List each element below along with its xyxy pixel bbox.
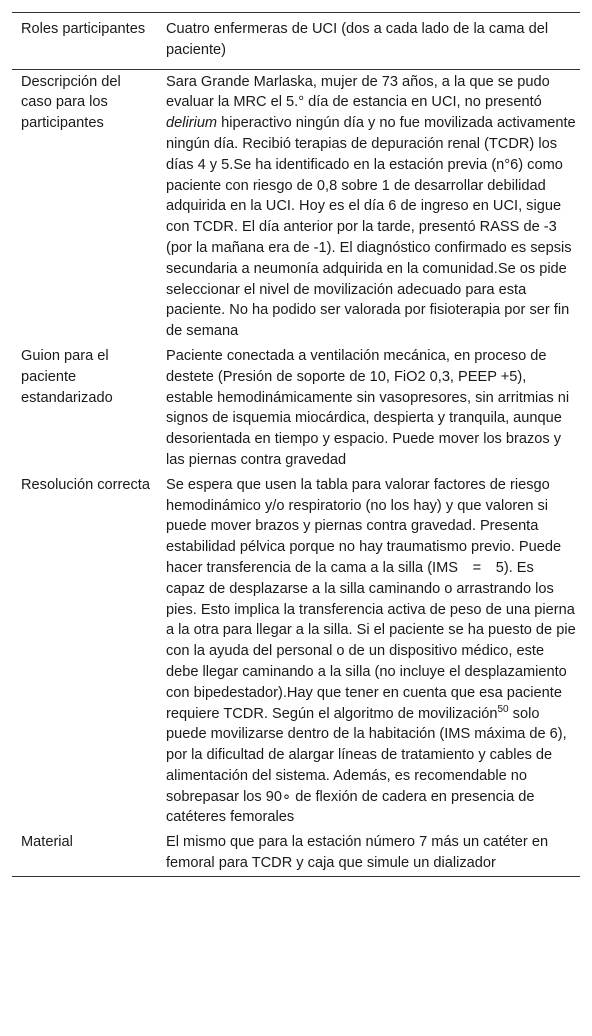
header-roles-label: Roles participantes xyxy=(21,21,146,37)
case-table-container xyxy=(12,12,580,877)
header-row xyxy=(12,13,580,70)
header-roles-value: Cuatro enfermeras de UCI (dos a cada lado de la cama del paciente) xyxy=(166,21,549,58)
table-row xyxy=(12,473,580,831)
table-body xyxy=(12,69,580,876)
table-row xyxy=(12,830,580,876)
row-text-material: El mismo que para la estación número 7 más un catéter en femoral para TCDR y caja que simule un dializador xyxy=(166,834,549,872)
table-row xyxy=(12,344,580,473)
row-text-patient-script: Paciente conectada a ventilación mecánica, en proceso de destete (Presión de soporte de 10, FiO2 0,3, PEEP +5), estable hemodinámicamente sin vasopresores, sin arritmias ni signos de isquemia miocárdica, despierta y tranquila, aunque desorientada en tiempo y espacio. Puede mover los brazos y las piernas contra gravedad xyxy=(166,347,570,468)
row-label-material: Material xyxy=(21,834,73,851)
case-table xyxy=(12,12,580,877)
text-segment: Sara Grande Marlaska, mujer de 73 años, a la que se pudo evaluar la MRC el 5.° día de estancia en UCI, no presentó xyxy=(166,73,550,111)
row-label-case-description: Descripción del caso para los participantes xyxy=(21,73,121,132)
table-row xyxy=(12,69,580,344)
row-text-correct-resolution xyxy=(158,473,580,831)
reference-superscript: 50 xyxy=(497,703,509,715)
text-emphasis: delirium xyxy=(166,115,218,132)
text-segment: Se espera que usen la tabla para valorar factores de riesgo hemodinámico y/o respiratorio (no los hay) y que valoren si puede mover brazos y piernas contra gravedad. Presenta estabilidad pélvica porque no hay traumatismo previo. Puede hacer transferencia de la cama a la silla (IMS = 5). Es capaz de desplazarse a la silla caminando o arrastrando los pies. Esto implica la transferencia activa de peso de una pierna a la otra para llegar a la silla. Si el paciente se ha puesto de pie con la ayuda del personal o de un dispositivo médico, este debe llegar caminando a la silla (no incluye el desplazamiento con bipedestador).Hay que tener en cuenta que esa paciente requiere TCDR. Según el algoritmo de movilización xyxy=(166,476,576,722)
row-label-patient-script: Guion para el paciente estandarizado xyxy=(21,347,113,406)
row-label-correct-resolution: Resolución correcta xyxy=(21,476,150,493)
text-segment: hiperactivo ningún día y no fue movilizada activamente ningún día. Recibió terapias de depuración renal (TCDR) los días 4 y 5.Se ha identificado en la estación previa (n°6) como paciente con riesgo de 0,8 sobre 1 de desarrollar debilidad adquirida en la UCI. Hoy es el día 6 de ingreso en UCI, sigue con TCDR. El día anterior por la tarde, presentó RASS de -3 (por la mañana era de -1). El diagnóstico confirmado es sepsis secundaria a neumonía adquirida en la comunidad.Se os pide seleccionar el nivel de movilización adecuado para esta paciente. No ha podido ser valorada por fisioterapia por ser fin de semana xyxy=(166,115,576,340)
table-header xyxy=(12,13,580,70)
text-segment: solo puede movilizarse dentro de la habitación (IMS máxima de 6), por la dificultad de alargar líneas de tratamiento y cables de alimentación del sistema. Además, es recomendable no sobrepasar los 90∘ de flexión de cadera en presencia de catéteres femorales xyxy=(166,705,567,826)
row-text-case-description xyxy=(158,69,580,344)
